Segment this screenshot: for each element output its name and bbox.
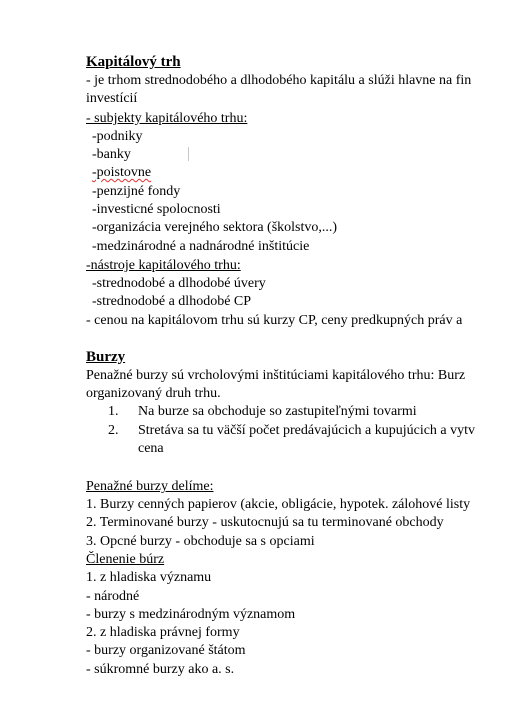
subject-item: -poistovne: [92, 165, 152, 180]
subjects-heading: - subjekty kapitálového trhu:: [86, 111, 248, 126]
division-item: 3. Opcné burzy - obchoduje sa s opciami: [86, 534, 315, 549]
tool-item: -strednodobé a dlhodobé CP: [92, 294, 252, 309]
clenenie-item: 1. z hladiska významu: [86, 570, 212, 585]
heading-burzy: Burzy: [86, 349, 126, 365]
intro-text-line: investícií: [86, 91, 138, 106]
tools-heading: -nástroje kapitálového trhu:: [86, 258, 241, 273]
numbered-item-continuation: cena: [138, 441, 164, 456]
tool-item: -strednodobé a dlhodobé úvery: [92, 276, 266, 291]
intro-text-line: - je trhom strednodobého a dlhodobého kapitálu a slúži hlavne na fin: [86, 73, 472, 88]
numbered-item: [108, 422, 475, 440]
subject-item: -banky: [92, 147, 131, 162]
division-item: 1. Burzy cenných papierov (akcie, obligácie, hypotek. zálohové listy: [86, 497, 471, 512]
clenenie-item: 2. z hladiska právnej formy: [86, 625, 240, 640]
clenenie-item: - burzy s medzinárodným významom: [86, 607, 296, 622]
heading-kapitalovy-trh: Kapitálový trh: [86, 54, 181, 70]
subject-item: -penzijné fondy: [92, 184, 181, 199]
clenenie-item: - národné: [86, 589, 140, 604]
item-number: 2.: [108, 423, 119, 438]
division-item: 2. Terminované burzy - uskutocnujú sa tu terminované obchody: [86, 515, 444, 530]
subject-item: -organizácia verejného sektora (školstvo,...): [92, 220, 338, 235]
subject-item: -medzinárodné a nadnárodné inštitúcie: [92, 239, 310, 254]
clenenie-heading: Členenie búrz: [86, 552, 165, 567]
clenenie-item: - súkromné burzy ako a. s.: [86, 662, 235, 677]
clenenie-item: - burzy organizované štátom: [86, 643, 246, 658]
burzy-intro-line: Penažné burzy sú vrcholovými inštitúciami kapitálového trhu: Burz: [86, 368, 466, 383]
item-number: 1.: [108, 404, 119, 419]
subject-item: -investicné spolocnosti: [92, 202, 221, 217]
text-cursor: [188, 147, 189, 161]
division-heading: Penažné burzy delíme:: [86, 479, 214, 494]
item-text: Na burze sa obchoduje so zastupiteľnými tovarmi: [138, 404, 417, 419]
numbered-item: [108, 403, 417, 421]
subject-item: -podniky: [92, 129, 143, 144]
item-text: Stretáva sa tu väčší počet predávajúcich a kupujúcich a vytv: [138, 423, 476, 438]
price-text-line: - cenou na kapitálovom trhu sú kurzy CP, ceny predkupných práv a: [86, 313, 463, 328]
burzy-intro-line: organizovaný druh trhu.: [86, 386, 221, 401]
